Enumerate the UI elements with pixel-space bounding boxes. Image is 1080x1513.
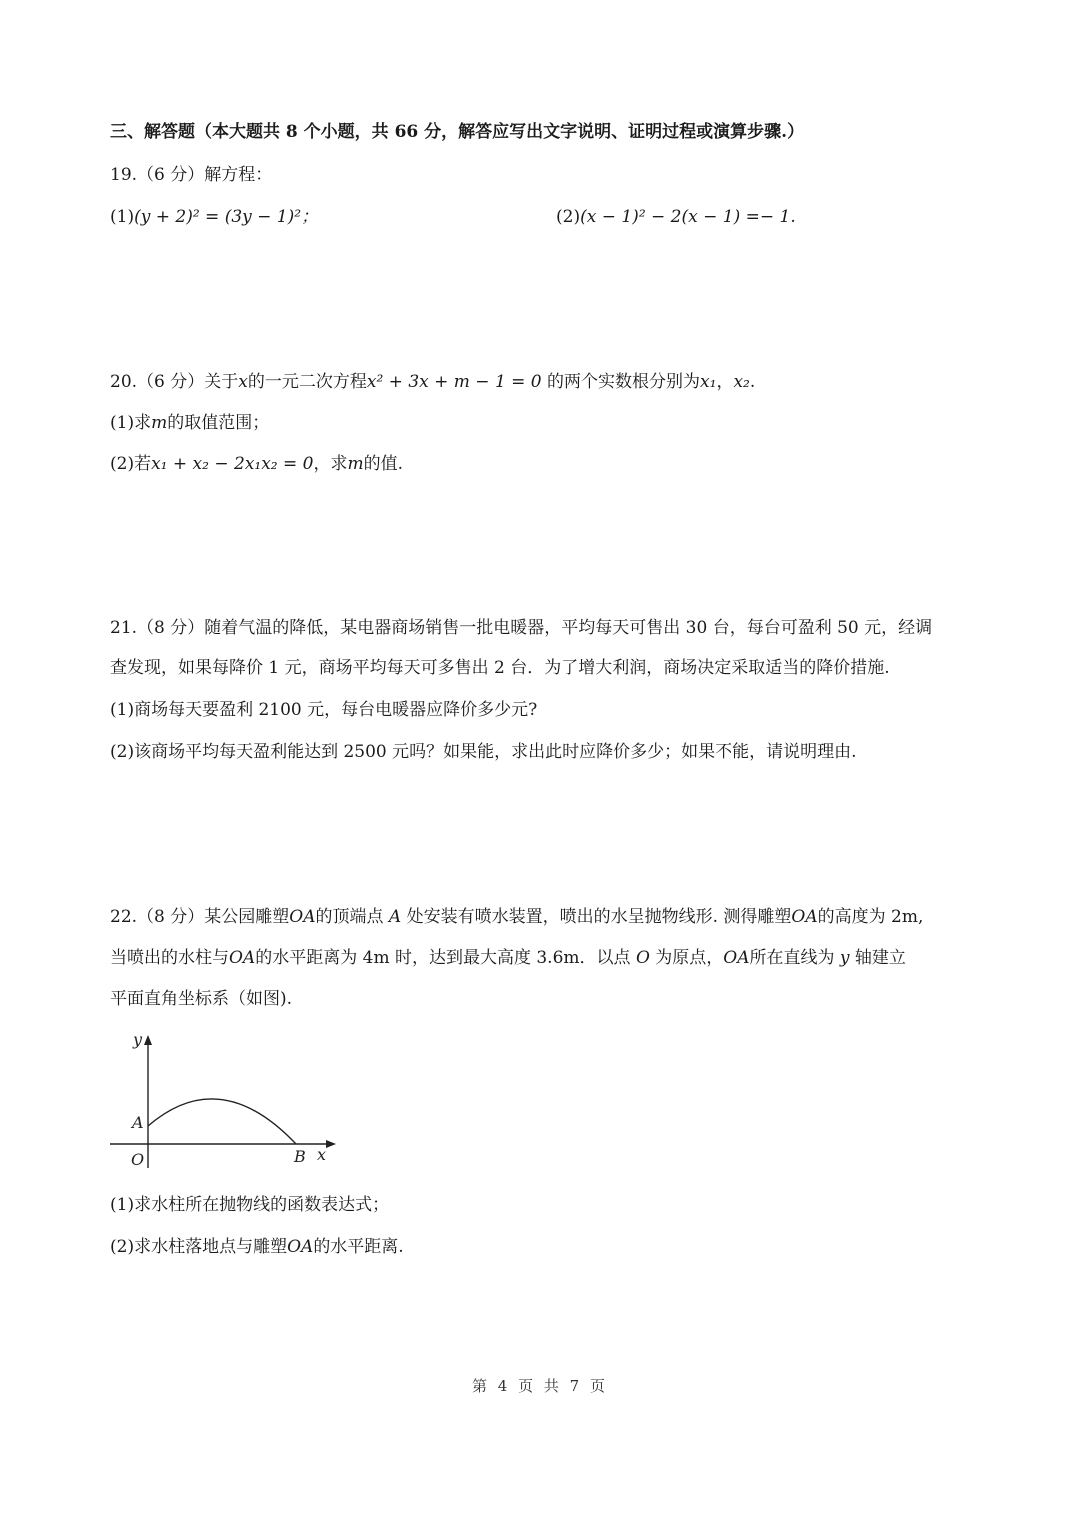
q22-part1: (1)求水柱所在抛物线的函数表达式； <box>110 1195 390 1215</box>
q22-l2-OA: OA <box>229 948 256 968</box>
q20-stem-text-c: 的两个实数根分别为 <box>541 372 701 392</box>
q20-part1-text-b: 的取值范围； <box>167 413 270 433</box>
q20-part1 <box>110 411 269 435</box>
q22-part2-OA: OA <box>287 1237 314 1257</box>
q21-stem-line2: 查发现，如果每降价 1 元，商场平均每天可多售出 2 台．为了增大利润，商场决定采取适当的降价措施. <box>110 658 890 678</box>
q22-l1-point-A: A <box>388 907 402 927</box>
q22-stem-line1 <box>110 905 923 929</box>
q22-l2-point-O: O <box>635 948 650 968</box>
q19-part1-equation: (y + 2)² = (3y − 1)²； <box>134 207 319 227</box>
q22-l1-text-a: 22.（8 分）某公园雕塑 <box>110 907 290 927</box>
q20-var-x: x <box>238 372 248 392</box>
water-parabola <box>148 1099 296 1144</box>
y-axis-arrow <box>144 1035 152 1045</box>
q20-stem-text-b: 的一元二次方程 <box>247 372 367 392</box>
q22-l2-text-c: 为原点， <box>649 948 724 968</box>
q20-part2-var-m: m <box>347 454 364 474</box>
q20-stem-text-a: 20.（6 分）关于 <box>110 372 239 392</box>
q22-part2-text-a: (2)求水柱落地点与雕塑 <box>110 1237 288 1257</box>
q22-l2-text-b: 的水平距离为 4m 时，达到最大高度 3.6m．以点 <box>255 948 636 968</box>
q22-part2 <box>110 1235 404 1259</box>
q20-root-x2: x₂ <box>733 372 750 392</box>
q20-equation: x² + 3x + m − 1 = 0 <box>366 372 542 392</box>
q20-stem <box>110 370 755 394</box>
q21-part1: (1)商场每天要盈利 2100 元，每台电暖器应降价多少元? <box>110 700 538 720</box>
q20-part1-text-a: (1)求 <box>110 413 152 433</box>
q19-stem: 19.（6 分）解方程： <box>110 165 273 185</box>
q22-l2-text-a: 当喷出的水柱与 <box>110 948 229 968</box>
section-title: 三、解答题（本大题共 8 个小题，共 66 分，解答应写出文字说明、证明过程或演算步骤.） <box>110 122 805 142</box>
q19-part2-label: (2) <box>556 207 581 227</box>
q20-part2 <box>110 452 403 476</box>
q22-l2-text-e: 轴建立 <box>849 948 906 968</box>
q19-part1 <box>110 205 318 229</box>
q19-part2-equation: (x − 1)² − 2(x − 1) =− 1. <box>580 207 796 227</box>
q22-part2-text-b: 的水平距离. <box>313 1237 404 1257</box>
q22-l1-text-c: 处安装有喷水装置，喷出的水呈抛物线形. 测得雕塑 <box>401 907 792 927</box>
q22-l1-OA-2: OA <box>791 907 818 927</box>
q20-part2-text-c: 的值. <box>363 454 404 474</box>
q22-figure <box>104 1028 344 1173</box>
q20-root-x1: x₁ <box>700 372 717 392</box>
q22-stem-line2 <box>110 946 906 970</box>
fig-label-x: x <box>317 1145 327 1164</box>
fig-label-B: B <box>294 1147 306 1166</box>
fig-label-y: y <box>133 1030 143 1049</box>
q22-l2-axis-y: y <box>839 948 850 968</box>
q20-part1-var-m: m <box>151 413 168 433</box>
q19-part2 <box>556 205 796 229</box>
q22-l1-text-b: 的顶端点 <box>315 907 389 927</box>
page-footer: 第 4 页 共 7 页 <box>472 1377 608 1395</box>
q22-l2-OA-2: OA <box>723 948 750 968</box>
q22-l2-text-d: 所在直线为 <box>749 948 840 968</box>
q21-part2: (2)该商场平均每天盈利能达到 2500 元吗？如果能，求出此时应降价多少；如果不能，请说明理由. <box>110 742 857 762</box>
q20-part2-text-b: ，求 <box>313 454 348 474</box>
q19-part1-label: (1) <box>110 207 135 227</box>
q22-l1-OA: OA <box>289 907 316 927</box>
fig-label-O: O <box>131 1150 145 1169</box>
q22-stem-line3: 平面直角坐标系（如图). <box>110 989 293 1009</box>
x-axis-arrow <box>326 1140 336 1148</box>
q20-part2-text-a: (2)若 <box>110 454 152 474</box>
q21-stem-line1: 21.（8 分）随着气温的降低，某电器商场销售一批电暖器，平均每天可售出 30 台，每台可盈利 50 元，经调 <box>110 618 933 638</box>
q20-part2-equation: x₁ + x₂ − 2x₁x₂ = 0 <box>151 454 314 474</box>
q20-separator: ， <box>716 372 734 392</box>
fig-label-A: A <box>132 1113 144 1132</box>
q22-l1-text-d: 的高度为 2m, <box>817 907 924 927</box>
q20-stem-end: . <box>749 372 756 392</box>
